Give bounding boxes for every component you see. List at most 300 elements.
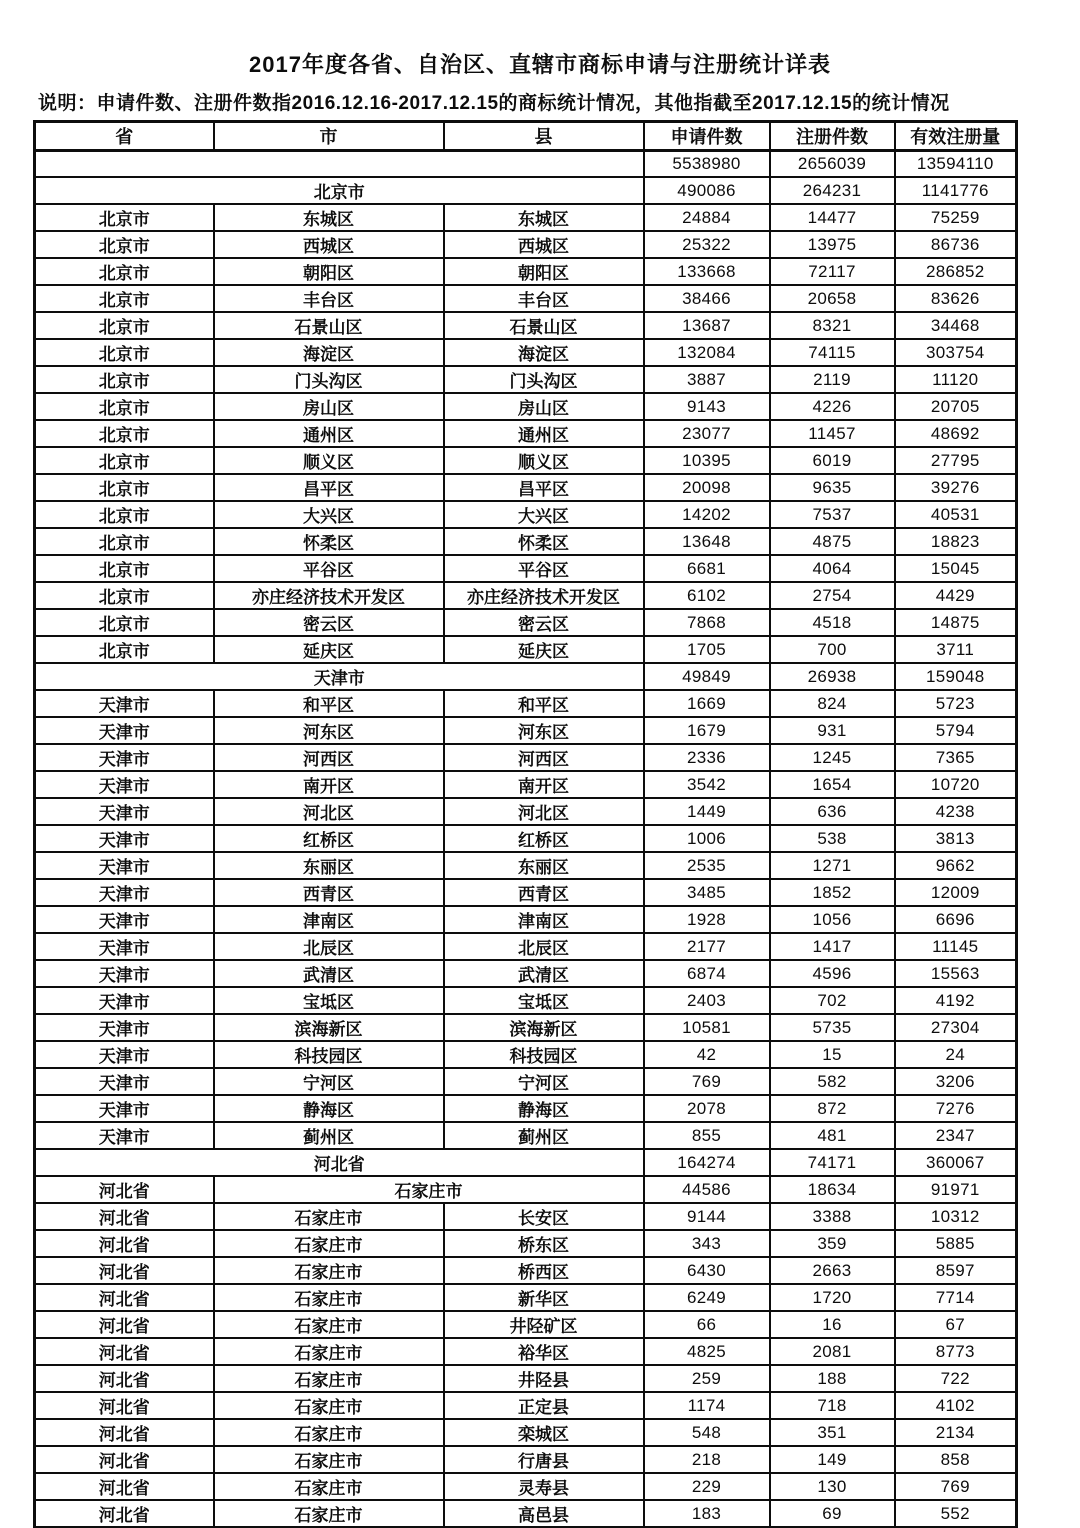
cell-apply-count: 38466 [644,285,770,312]
cell-county: 桥西区 [444,1257,644,1284]
cell-valid-count: 552 [895,1500,1017,1528]
detail-row [35,231,1017,258]
cell-valid-count: 40531 [895,501,1017,528]
detail-row [35,1014,1017,1041]
cell-province: 北京市 [35,447,214,474]
cell-apply-count: 10395 [644,447,770,474]
cell-register-count: 1245 [770,744,895,771]
cell-province: 北京市 [35,312,214,339]
cell-province: 天津市 [35,933,214,960]
header-cell-county: 县 [444,122,644,151]
cell-apply-count: 6102 [644,582,770,609]
cell-county: 灵寿县 [444,1473,644,1500]
cell-valid-count: 20705 [895,393,1017,420]
cell-register-count: 4518 [770,609,895,636]
detail-row [35,1122,1017,1149]
cell-county: 海淀区 [444,339,644,366]
cell-register-count: 4875 [770,528,895,555]
detail-row [35,852,1017,879]
cell-county: 宁河区 [444,1068,644,1095]
cell-region-span: 河北省 [35,1149,644,1176]
cell-valid-count: 4429 [895,582,1017,609]
cell-city: 海淀区 [214,339,444,366]
cell-city: 密云区 [214,609,444,636]
detail-row [35,366,1017,393]
cell-register-count: 3388 [770,1203,895,1230]
cell-province: 河北省 [35,1500,214,1528]
cell-county: 房山区 [444,393,644,420]
cell-register-count: 13975 [770,231,895,258]
cell-region-span [35,151,644,178]
cell-register-count: 74171 [770,1149,895,1176]
cell-county: 栾城区 [444,1419,644,1446]
cell-apply-count: 13687 [644,312,770,339]
cell-apply-count: 1705 [644,636,770,663]
cell-city: 宝坻区 [214,987,444,1014]
cell-province: 天津市 [35,717,214,744]
cell-county: 滨海新区 [444,1014,644,1041]
cell-valid-count: 83626 [895,285,1017,312]
cell-valid-count: 34468 [895,312,1017,339]
cell-apply-count: 3485 [644,879,770,906]
cell-valid-count: 722 [895,1365,1017,1392]
cell-valid-count: 4238 [895,798,1017,825]
cell-city: 北辰区 [214,933,444,960]
cell-apply-count: 2078 [644,1095,770,1122]
cell-province: 北京市 [35,339,214,366]
detail-row [35,312,1017,339]
cell-city: 门头沟区 [214,366,444,393]
cell-city-span: 石家庄市 [214,1176,644,1203]
grand-total-row [35,151,1017,178]
header-cell-register-count: 注册件数 [770,122,895,151]
cell-county: 行唐县 [444,1446,644,1473]
cell-apply-count: 229 [644,1473,770,1500]
cell-valid-count: 10720 [895,771,1017,798]
cell-apply-count: 2336 [644,744,770,771]
cell-province: 北京市 [35,366,214,393]
cell-city: 静海区 [214,1095,444,1122]
cell-county: 武清区 [444,960,644,987]
cell-apply-count: 23077 [644,420,770,447]
cell-apply-count: 6249 [644,1284,770,1311]
cell-city: 石家庄市 [214,1203,444,1230]
cell-apply-count: 855 [644,1122,770,1149]
cell-register-count: 4226 [770,393,895,420]
cell-apply-count: 24884 [644,204,770,231]
cell-city: 和平区 [214,690,444,717]
detail-row [35,1041,1017,1068]
cell-valid-count: 3206 [895,1068,1017,1095]
detail-row [35,474,1017,501]
cell-apply-count: 7868 [644,609,770,636]
cell-county: 河东区 [444,717,644,744]
cell-city: 石家庄市 [214,1500,444,1528]
cell-province: 北京市 [35,555,214,582]
cell-apply-count: 14202 [644,501,770,528]
cell-apply-count: 2535 [644,852,770,879]
cell-province: 天津市 [35,1041,214,1068]
detail-row [35,1203,1017,1230]
cell-apply-count: 6430 [644,1257,770,1284]
cell-apply-count: 3542 [644,771,770,798]
cell-county: 科技园区 [444,1041,644,1068]
cell-province: 天津市 [35,879,214,906]
cell-county: 西城区 [444,231,644,258]
province-summary-row [35,663,1017,690]
table-header-row [35,122,1017,151]
cell-apply-count: 1679 [644,717,770,744]
cell-valid-count: 67 [895,1311,1017,1338]
cell-valid-count: 2347 [895,1122,1017,1149]
detail-row [35,744,1017,771]
cell-apply-count: 3887 [644,366,770,393]
cell-register-count: 481 [770,1122,895,1149]
cell-county: 顺义区 [444,447,644,474]
detail-row [35,933,1017,960]
cell-province: 北京市 [35,528,214,555]
page-title: 2017年度各省、自治区、直辖市商标申请与注册统计详表 [249,52,831,77]
detail-row [35,960,1017,987]
cell-register-count: 1654 [770,771,895,798]
cell-valid-count: 4102 [895,1392,1017,1419]
detail-row [35,879,1017,906]
cell-valid-count: 8773 [895,1338,1017,1365]
cell-county: 北辰区 [444,933,644,960]
cell-province: 北京市 [35,420,214,447]
cell-register-count: 2663 [770,1257,895,1284]
cell-city: 石家庄市 [214,1446,444,1473]
cell-apply-count: 548 [644,1419,770,1446]
cell-city: 怀柔区 [214,528,444,555]
cell-register-count: 149 [770,1446,895,1473]
cell-apply-count: 490086 [644,177,770,204]
cell-valid-count: 12009 [895,879,1017,906]
cell-county: 昌平区 [444,474,644,501]
cell-register-count: 11457 [770,420,895,447]
cell-apply-count: 6874 [644,960,770,987]
cell-province: 天津市 [35,798,214,825]
cell-city: 科技园区 [214,1041,444,1068]
cell-register-count: 5735 [770,1014,895,1041]
table-body [35,151,1017,1528]
cell-province: 北京市 [35,204,214,231]
cell-county: 平谷区 [444,555,644,582]
detail-row [35,447,1017,474]
cell-register-count: 8321 [770,312,895,339]
detail-row [35,825,1017,852]
cell-register-count: 582 [770,1068,895,1095]
cell-register-count: 20658 [770,285,895,312]
detail-row [35,1284,1017,1311]
cell-register-count: 718 [770,1392,895,1419]
header-cell-valid-count: 有效注册量 [895,122,1017,151]
cell-county: 裕华区 [444,1338,644,1365]
cell-register-count: 636 [770,798,895,825]
detail-row [35,258,1017,285]
cell-apply-count: 13648 [644,528,770,555]
cell-city: 东丽区 [214,852,444,879]
cell-province: 北京市 [35,582,214,609]
cell-city: 石家庄市 [214,1230,444,1257]
cell-city: 红桥区 [214,825,444,852]
cell-valid-count: 10312 [895,1203,1017,1230]
detail-row [35,285,1017,312]
cell-city: 石家庄市 [214,1311,444,1338]
cell-apply-count: 49849 [644,663,770,690]
cell-valid-count: 360067 [895,1149,1017,1176]
cell-city: 滨海新区 [214,1014,444,1041]
cell-register-count: 2081 [770,1338,895,1365]
cell-apply-count: 1928 [644,906,770,933]
cell-county: 延庆区 [444,636,644,663]
cell-valid-count: 303754 [895,339,1017,366]
detail-row [35,1392,1017,1419]
detail-row [35,1419,1017,1446]
cell-register-count: 18634 [770,1176,895,1203]
cell-province: 天津市 [35,960,214,987]
cell-apply-count: 4825 [644,1338,770,1365]
cell-apply-count: 133668 [644,258,770,285]
cell-city: 石家庄市 [214,1419,444,1446]
header-cell-city: 市 [214,122,444,151]
cell-apply-count: 20098 [644,474,770,501]
cell-province: 河北省 [35,1419,214,1446]
detail-row [35,393,1017,420]
cell-county: 高邑县 [444,1500,644,1528]
cell-valid-count: 3813 [895,825,1017,852]
cell-city: 宁河区 [214,1068,444,1095]
cell-valid-count: 8597 [895,1257,1017,1284]
cell-city: 武清区 [214,960,444,987]
cell-apply-count: 343 [644,1230,770,1257]
cell-city: 平谷区 [214,555,444,582]
cell-register-count: 1056 [770,906,895,933]
cell-county: 井陉县 [444,1365,644,1392]
cell-register-count: 130 [770,1473,895,1500]
city-summary-row [35,1176,1017,1203]
cell-province: 北京市 [35,393,214,420]
cell-valid-count: 11145 [895,933,1017,960]
detail-row [35,528,1017,555]
cell-province: 天津市 [35,825,214,852]
cell-apply-count: 164274 [644,1149,770,1176]
cell-city: 石景山区 [214,312,444,339]
cell-register-count: 351 [770,1419,895,1446]
cell-county: 大兴区 [444,501,644,528]
cell-apply-count: 44586 [644,1176,770,1203]
detail-row [35,987,1017,1014]
cell-apply-count: 9143 [644,393,770,420]
cell-province: 天津市 [35,1095,214,1122]
cell-county: 南开区 [444,771,644,798]
cell-apply-count: 1449 [644,798,770,825]
cell-valid-count: 159048 [895,663,1017,690]
detail-row [35,1446,1017,1473]
cell-province: 河北省 [35,1446,214,1473]
cell-province: 河北省 [35,1311,214,1338]
cell-valid-count: 769 [895,1473,1017,1500]
cell-city: 丰台区 [214,285,444,312]
cell-apply-count: 259 [644,1365,770,1392]
cell-register-count: 7537 [770,501,895,528]
cell-county: 怀柔区 [444,528,644,555]
cell-valid-count: 91971 [895,1176,1017,1203]
cell-county: 新华区 [444,1284,644,1311]
cell-apply-count: 9144 [644,1203,770,1230]
cell-valid-count: 858 [895,1446,1017,1473]
cell-county: 正定县 [444,1392,644,1419]
cell-register-count: 188 [770,1365,895,1392]
cell-valid-count: 7276 [895,1095,1017,1122]
cell-province: 河北省 [35,1257,214,1284]
cell-valid-count: 27795 [895,447,1017,474]
cell-province: 天津市 [35,771,214,798]
detail-row [35,609,1017,636]
cell-city: 西城区 [214,231,444,258]
detail-row [35,690,1017,717]
cell-county: 长安区 [444,1203,644,1230]
cell-apply-count: 1006 [644,825,770,852]
detail-row [35,204,1017,231]
cell-city: 亦庄经济技术开发区 [214,582,444,609]
cell-province: 河北省 [35,1365,214,1392]
cell-province: 天津市 [35,1014,214,1041]
cell-city: 昌平区 [214,474,444,501]
cell-city: 石家庄市 [214,1284,444,1311]
cell-register-count: 26938 [770,663,895,690]
cell-valid-count: 4192 [895,987,1017,1014]
cell-apply-count: 769 [644,1068,770,1095]
cell-register-count: 2119 [770,366,895,393]
trademark-stats-table [33,120,1018,1528]
detail-row [35,582,1017,609]
cell-county: 静海区 [444,1095,644,1122]
detail-row [35,636,1017,663]
cell-city: 大兴区 [214,501,444,528]
cell-county: 蓟州区 [444,1122,644,1149]
cell-province: 河北省 [35,1473,214,1500]
cell-city: 通州区 [214,420,444,447]
cell-county: 通州区 [444,420,644,447]
cell-valid-count: 9662 [895,852,1017,879]
cell-valid-count: 5723 [895,690,1017,717]
cell-province: 天津市 [35,1122,214,1149]
cell-register-count: 4064 [770,555,895,582]
detail-row [35,420,1017,447]
cell-province: 天津市 [35,852,214,879]
cell-county: 津南区 [444,906,644,933]
cell-register-count: 6019 [770,447,895,474]
cell-register-count: 69 [770,1500,895,1528]
cell-apply-count: 5538980 [644,151,770,178]
cell-valid-count: 24 [895,1041,1017,1068]
cell-valid-count: 18823 [895,528,1017,555]
cell-county: 河西区 [444,744,644,771]
cell-county: 密云区 [444,609,644,636]
cell-city: 朝阳区 [214,258,444,285]
detail-row [35,501,1017,528]
cell-province: 河北省 [35,1203,214,1230]
cell-register-count: 74115 [770,339,895,366]
province-summary-row [35,177,1017,204]
cell-valid-count: 13594110 [895,151,1017,178]
cell-city: 东城区 [214,204,444,231]
cell-province: 天津市 [35,906,214,933]
detail-row [35,717,1017,744]
cell-city: 河东区 [214,717,444,744]
cell-region-span: 天津市 [35,663,644,690]
cell-apply-count: 2177 [644,933,770,960]
cell-apply-count: 6681 [644,555,770,582]
cell-province: 河北省 [35,1176,214,1203]
cell-city: 津南区 [214,906,444,933]
cell-county: 东丽区 [444,852,644,879]
cell-province: 天津市 [35,744,214,771]
cell-valid-count: 2134 [895,1419,1017,1446]
cell-valid-count: 39276 [895,474,1017,501]
cell-city: 顺义区 [214,447,444,474]
cell-apply-count: 218 [644,1446,770,1473]
cell-province: 北京市 [35,501,214,528]
cell-valid-count: 5885 [895,1230,1017,1257]
cell-city: 西青区 [214,879,444,906]
cell-apply-count: 183 [644,1500,770,1528]
detail-row [35,1068,1017,1095]
cell-valid-count: 75259 [895,204,1017,231]
header-cell-province: 省 [35,122,214,151]
cell-register-count: 702 [770,987,895,1014]
cell-apply-count: 132084 [644,339,770,366]
cell-register-count: 264231 [770,177,895,204]
cell-valid-count: 1141776 [895,177,1017,204]
detail-row [35,339,1017,366]
cell-county: 和平区 [444,690,644,717]
cell-province: 河北省 [35,1338,214,1365]
cell-apply-count: 66 [644,1311,770,1338]
cell-county: 河北区 [444,798,644,825]
cell-apply-count: 42 [644,1041,770,1068]
cell-valid-count: 11120 [895,366,1017,393]
cell-valid-count: 48692 [895,420,1017,447]
cell-province: 河北省 [35,1230,214,1257]
cell-county: 门头沟区 [444,366,644,393]
cell-valid-count: 7365 [895,744,1017,771]
cell-valid-count: 7714 [895,1284,1017,1311]
cell-register-count: 538 [770,825,895,852]
detail-row [35,1257,1017,1284]
detail-row [35,1500,1017,1528]
detail-row [35,1338,1017,1365]
cell-register-count: 1417 [770,933,895,960]
cell-register-count: 14477 [770,204,895,231]
detail-row [35,771,1017,798]
cell-register-count: 2656039 [770,151,895,178]
detail-row [35,1230,1017,1257]
detail-row [35,906,1017,933]
cell-valid-count: 86736 [895,231,1017,258]
cell-province: 北京市 [35,231,214,258]
cell-city: 延庆区 [214,636,444,663]
note-text: 说明：申请件数、注册件数指2016.12.16-2017.12.15的商标统计情况，其他指截至2017.12.15的统计情况 [38,93,950,114]
cell-register-count: 931 [770,717,895,744]
cell-city: 石家庄市 [214,1338,444,1365]
cell-county: 红桥区 [444,825,644,852]
cell-valid-count: 6696 [895,906,1017,933]
cell-city: 房山区 [214,393,444,420]
cell-apply-count: 2403 [644,987,770,1014]
cell-register-count: 72117 [770,258,895,285]
